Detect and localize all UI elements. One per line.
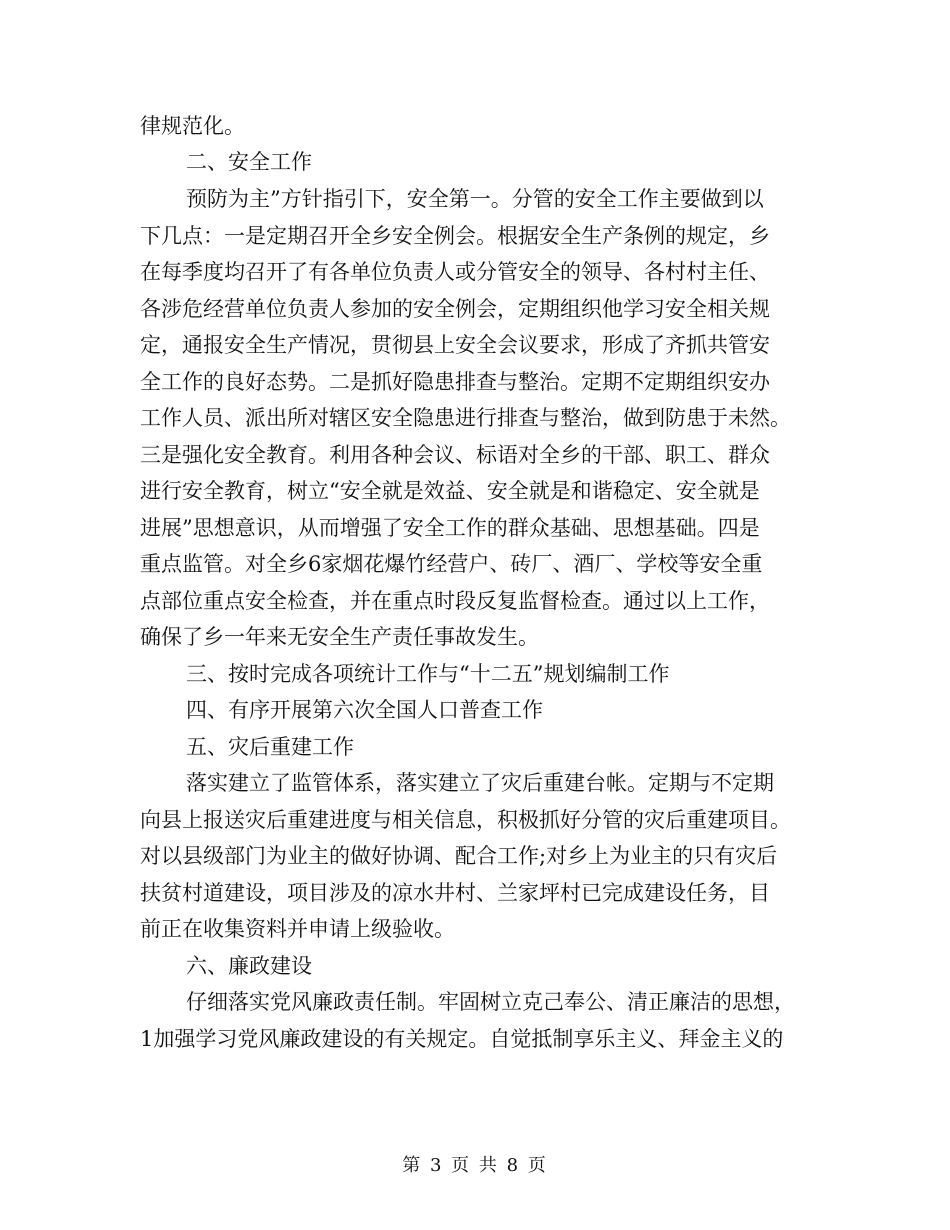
section-heading: 五、灾后重建工作: [186, 735, 354, 759]
text-line: 律规范化。: [140, 114, 245, 138]
text-line: 定，通报安全生产情况，贯彻县上安全会议要求，形成了齐抓共管安: [140, 333, 770, 357]
text-line: 预防为主”方针指引下，安全第一。分管的安全工作主要做到以: [186, 187, 764, 211]
text-line: 1加强学习党风廉政建设的有关规定。自觉抵制享乐主义、拜金主义的: [140, 1027, 784, 1051]
page-number-footer: 第 3 页 共 8 页: [402, 1155, 548, 1176]
text-line: 前正在收集资料并申请上级验收。: [140, 917, 455, 941]
text-line: 下几点：一是定期召开全乡安全例会。根据安全生产条例的规定，乡: [140, 224, 770, 248]
text-line: 在每季度均召开了有各单位负责人或分管安全的领导、各村村主任、: [140, 260, 770, 284]
text-line: 工作人员、派出所对辖区安全隐患进行排查与整治，做到防患于未然。: [140, 406, 791, 430]
text-line: 进展”思想意识，从而增强了安全工作的群众基础、思想基础。四是: [140, 516, 760, 540]
text-line: 落实建立了监管体系，落实建立了灾后重建台帐。定期与不定期: [186, 771, 774, 795]
section-heading: 二、安全工作: [186, 150, 312, 174]
text-line: 三是强化安全教育。利用各种会议、标语对全乡的干部、职工、群众: [140, 443, 770, 467]
text-line: 仔细落实党风廉政责任制。牢固树立克己奉公、清正廉洁的思想，: [186, 990, 795, 1014]
text-line: 确保了乡一年来无安全生产责任事故发生。: [140, 625, 539, 649]
section-heading: 六、廉政建设: [186, 954, 312, 978]
text-line: 对以县级部门为业主的做好协调、配合工作;对乡上为业主的只有灾后: [140, 844, 778, 868]
text-line: 全工作的良好态势。二是抓好隐患排查与整治。定期不定期组织安办: [140, 370, 770, 394]
text-line: 向县上报送灾后重建进度与相关信息，积极抓好分管的灾后重建项目。: [140, 808, 791, 832]
text-line: 扶贫村道建设，项目涉及的凉水井村、兰家坪村已完成建设任务，目: [140, 881, 770, 905]
text-line: 点部位重点安全检查，并在重点时段反复监督检查。通过以上工作，: [140, 589, 770, 613]
section-heading: 三、按时完成各项统计工作与“十二五”规划编制工作: [186, 662, 670, 686]
text-line: 进行安全教育，树立“安全就是效益、安全就是和谐稳定、安全就是: [140, 479, 760, 503]
section-heading: 四、有序开展第六次全国人口普查工作: [186, 698, 543, 722]
text-line: 重点监管。对全乡6家烟花爆竹经营户、砖厂、酒厂、学校等安全重: [140, 552, 763, 576]
text-line: 各涉危经营单位负责人参加的安全例会，定期组织他学习安全相关规: [140, 297, 770, 321]
